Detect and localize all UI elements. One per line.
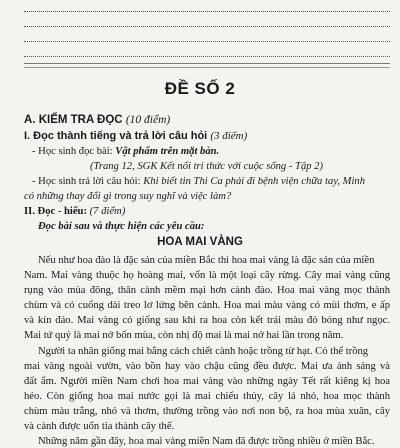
part1-title: I. Đọc thành tiếng và trả lời câu hỏi (24, 130, 208, 142)
passage-line: chùm và có cuống dài treo lơ lửng bên cành. Hoa mai màu vàng có mùi thơm, e ấp (24, 300, 390, 311)
answer-instruction (32, 175, 400, 188)
passage-line: Những năm gần đây, hoa mai vàng miền Nam đã được trồng nhiều ở miền Bắc. (38, 436, 375, 447)
passage-line: Mai tứ quý là mai nở bốn mùa, còn nhị độ mai là mai nở hai lần trong năm. (24, 330, 344, 341)
passage-line: héo. Còn giống hoa mai nước gọi là mai chiếu thủy, cây lá nhỏ, hoa mọc thành (24, 391, 390, 402)
read-title: Vật phẩm trên mặt bàn. (115, 146, 220, 157)
passage-line: đất ẩm. Người miền Nam chơi hoa mai vàng vào những ngày Tết rất kiêng kị hoa (24, 376, 390, 387)
section-a-heading (24, 114, 394, 127)
read-label: - Học sinh đọc bài: (32, 146, 116, 157)
passage-line: và kín đáo. Mai vàng có giống sau khi ra hoa còn kết trái màu đỏ bóng như ngọc. (24, 315, 390, 326)
answer-dotted-line (24, 56, 390, 57)
reading-instruction: Đọc bài sau và thực hiện các yêu cầu: (38, 221, 205, 232)
passage-line: Nếu như hoa đào là đặc sản của miền Bắc thì hoa mai vàng là đặc sản của miền (38, 255, 375, 266)
read-source: (Trang 12, SGK Kết nối tri thức với cuộc sống - Tập 2) (90, 161, 324, 172)
passage-line: Người ta nhân giống mai bằng cách chiết cành hoặc trồng từ hạt. Có thể trồng (38, 346, 369, 357)
read-instruction (32, 145, 400, 158)
question-line-2: có những thay đổi gì trong suy nghĩ và việc làm? (24, 191, 232, 202)
section-divider (24, 63, 390, 64)
passage-line: và cành được uốn tỉa thành cây thế. (24, 421, 175, 432)
passage-title: HOA MAI VÀNG (157, 236, 243, 248)
answer-dotted-line (24, 41, 390, 42)
exam-title: ĐỀ SỐ 2 (164, 79, 236, 98)
question-line-1: Khi biết tin Thi Ca phải đi bệnh viện chữa tay, Minh (143, 176, 365, 187)
passage-line: rụng vào mùa đông, thân cành mềm mại hơn cành đào. Hoa mai vàng mọc thành (24, 285, 390, 296)
part1-points: (3 điểm) (210, 130, 248, 142)
part2-heading (24, 205, 394, 218)
answer-dotted-line (24, 26, 390, 27)
passage-line: mai vàng ngoài vườn, vào bồn hay vào chậu cũng đều được. Mai ưa ánh sáng và (24, 361, 390, 372)
answer-label: - Học sinh trả lời câu hỏi: (32, 176, 144, 187)
passage-line: Nam. Mai vàng thuộc họ hoàng mai, vốn là một loại cây rừng. Cây mai vàng cũng (24, 270, 390, 281)
passage-line: chùm màu trắng, nhỏ và thơm, thường trồng vào nơi non bộ, ra hoa mùa xuân, cây (24, 406, 390, 417)
part2-points: (7 điểm) (89, 206, 126, 217)
section-a-title: A. KIỂM TRA ĐỌC (24, 114, 123, 126)
part2-title: II. Đọc - hiểu: (24, 206, 87, 217)
answer-dotted-line (24, 11, 390, 12)
section-a-points: (10 điểm) (125, 114, 171, 126)
part1-heading (24, 130, 394, 143)
